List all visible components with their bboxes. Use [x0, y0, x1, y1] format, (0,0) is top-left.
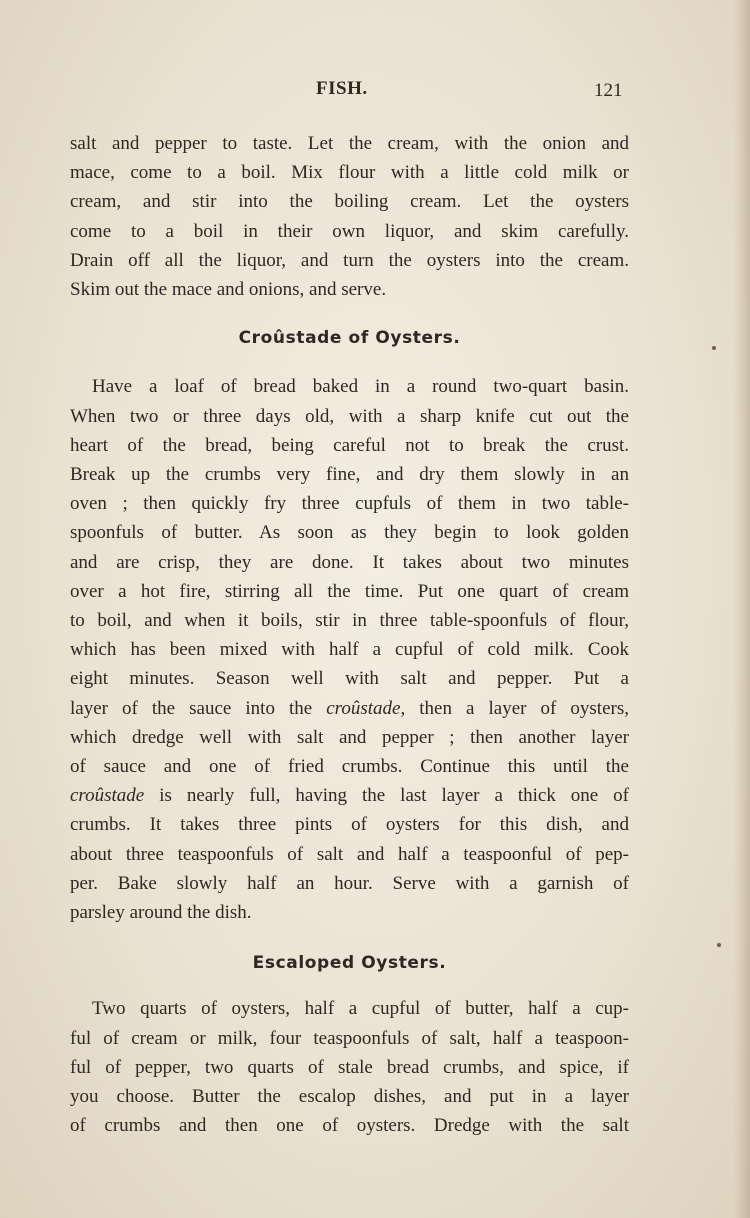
- ink-speck: [712, 346, 716, 350]
- text-run: layer of the sauce into the: [70, 697, 327, 719]
- text-block: [70, 129, 629, 1141]
- text-line: Have a loaf of bread baked in a round two-quart basin.: [92, 376, 629, 398]
- text-line: Break up the crumbs very fine, and dry them slowly in an: [70, 464, 629, 486]
- text-line: ful of pepper, two quarts of stale bread crumbs, and spice, if: [70, 1056, 629, 1078]
- text-line: eight minutes. Season well with salt and pepper. Put a: [70, 668, 629, 690]
- text-line: cream, and stir into the boiling cream. Let the oysters: [70, 191, 629, 213]
- text-line: of crumbs and then one of oysters. Dredge with the salt: [70, 1115, 629, 1137]
- text-line: come to a boil in their own liquor, and skim carefully.: [70, 220, 629, 242]
- section-heading-escaloped: Escaloped Oysters.: [252, 953, 447, 974]
- page-edge-shadow: [734, 0, 750, 1218]
- text-line: When two or three days old, with a sharp knife cut out the: [70, 405, 629, 427]
- text-run: is nearly full, having the last layer a thick one of: [144, 785, 629, 807]
- croustade-paragraph: [70, 372, 629, 927]
- text-line: which dredge well with salt and pepper ; then another layer: [70, 726, 629, 748]
- text-line: Drain off all the liquor, and turn the oysters into the cream.: [70, 249, 629, 271]
- text-line: mace, come to a boil. Mix flour with a little cold milk or: [70, 162, 629, 184]
- italic-term: croûstade: [326, 697, 401, 719]
- text-run: , then a layer of oysters,: [400, 697, 629, 719]
- text-line: and are crisp, they are done. It takes about two minutes: [70, 551, 629, 573]
- text-line: Skim out the mace and onions, and serve.: [70, 279, 387, 301]
- section-heading-croustade: Croûstade of Oysters.: [238, 328, 461, 349]
- text-line: [70, 694, 629, 723]
- text-line: [70, 781, 629, 810]
- escaloped-paragraph: [70, 994, 629, 1140]
- text-line: you choose. Butter the escalop dishes, and put in a layer: [70, 1086, 629, 1108]
- text-line: salt and pepper to taste. Let the cream, with the onion and: [70, 133, 629, 154]
- text-line: per. Bake slowly half an hour. Serve with a garnish of: [70, 872, 629, 894]
- text-line: crumbs. It takes three pints of oysters for this dish, and: [70, 814, 629, 836]
- text-line: heart of the bread, being careful not to break the crust.: [70, 434, 629, 456]
- text-line: spoonfuls of butter. As soon as they begin to look golden: [70, 522, 629, 544]
- intro-paragraph: [70, 129, 629, 304]
- page-header: [0, 78, 750, 104]
- text-line: over a hot fire, stirring all the time. Put one quart of cream: [70, 580, 629, 602]
- running-head: FISH.: [316, 78, 368, 99]
- text-line: Two quarts of oysters, half a cupful of butter, half a cup-: [92, 998, 629, 1020]
- ink-speck: [717, 943, 721, 947]
- text-line: of sauce and one of fried crumbs. Continue this until the: [70, 756, 629, 778]
- page-number: 121: [594, 80, 623, 101]
- text-line: to boil, and when it boils, stir in three table-spoonfuls of flour,: [70, 610, 629, 632]
- text-line: oven ; then quickly fry three cupfuls of them in two table-: [70, 493, 629, 515]
- text-line: which has been mixed with half a cupful of cold milk. Cook: [70, 639, 629, 661]
- italic-term: croûstade: [70, 785, 145, 807]
- text-line: ful of cream or milk, four teaspoonfuls of salt, half a teaspoon-: [70, 1027, 629, 1049]
- text-line: about three teaspoonfuls of salt and half a teaspoonful of pep-: [70, 843, 629, 865]
- text-line: parsley around the dish.: [70, 902, 252, 924]
